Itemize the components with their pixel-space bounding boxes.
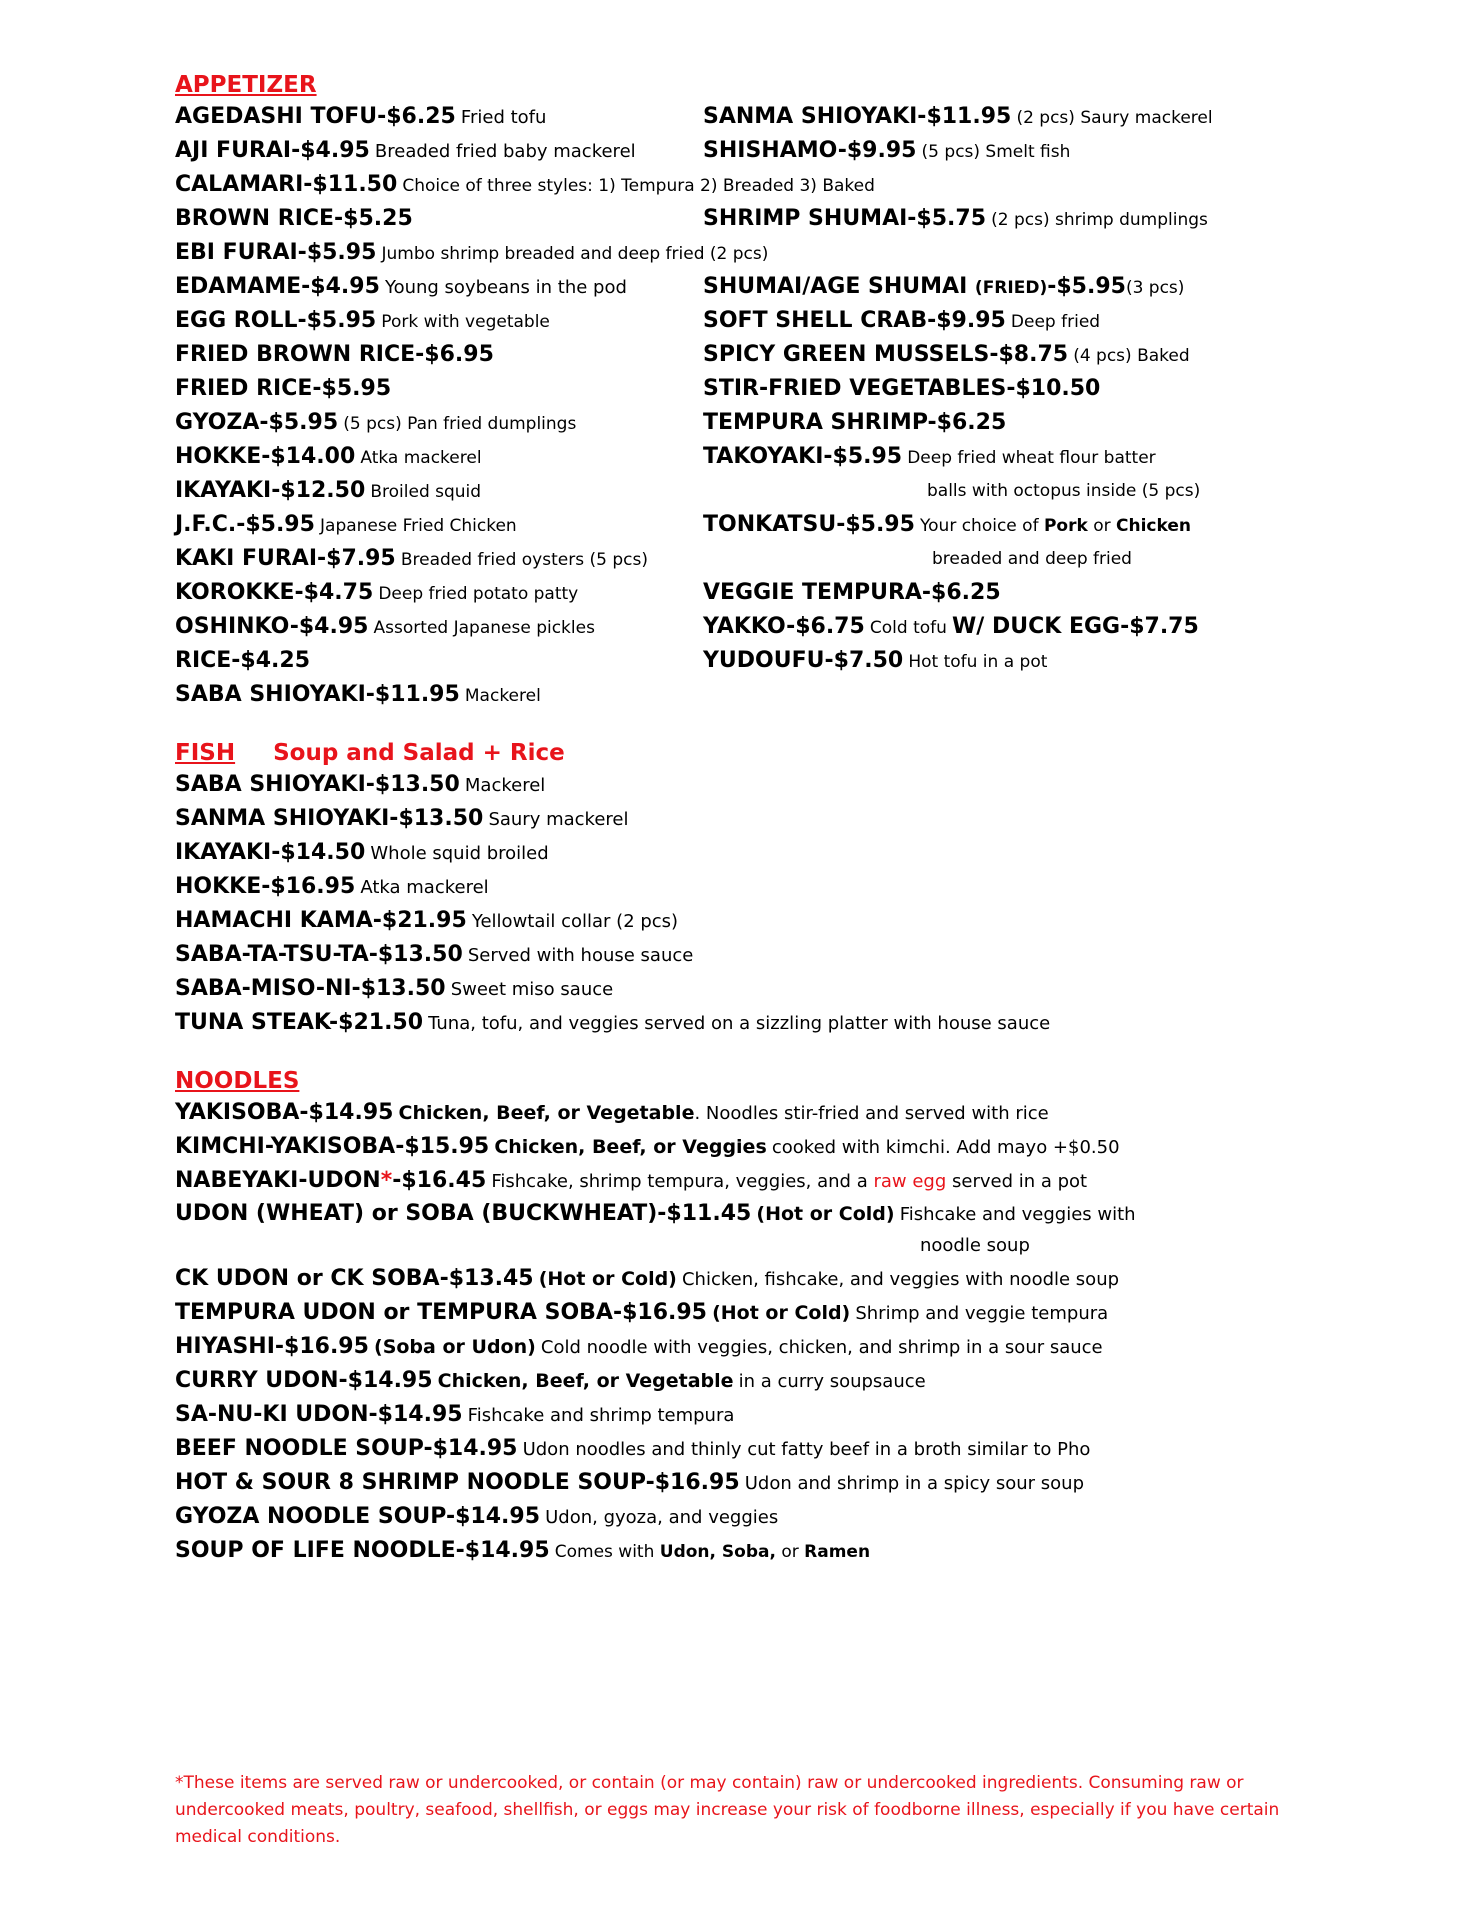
item-name: AGEDASHI TOFU-$6.25: [175, 104, 456, 129]
item-name: J.F.C.-$5.95: [175, 512, 315, 537]
item-desc: Tuna, tofu, and veggies served on a sizzling platter with house sauce: [428, 1013, 1051, 1034]
list-item: [175, 508, 1325, 542]
item-desc: Choice of three styles: 1) Tempura 2) Breaded 3) Baked: [402, 176, 875, 196]
item-name: NABEYAKI-UDON: [175, 1168, 381, 1193]
item-desc: Hot tofu in a pot: [908, 652, 1048, 672]
list-item: [175, 610, 1325, 644]
list-item: [175, 168, 1325, 202]
list-item: [175, 1364, 1325, 1398]
list-item: [175, 904, 1325, 938]
item-name: HOKKE-$14.00: [175, 444, 356, 469]
raw-warning-asterisk: *: [380, 1168, 393, 1193]
item-desc-continued: balls with octopus inside (5 pcs): [927, 481, 1201, 501]
item-name-fried: (FRIED): [974, 278, 1048, 298]
item-name: SABA-TA-TSU-TA-$13.50: [175, 942, 463, 967]
item-desc: cooked with kimchi. Add mayo +$0.50: [771, 1137, 1120, 1158]
appetizer-heading: [175, 70, 1325, 100]
list-item: [175, 1198, 1325, 1230]
item-options: Chicken, Beef, or Vegetable: [398, 1102, 695, 1124]
item-name: SANMA SHIOYAKI-$11.95: [703, 104, 1012, 129]
item-desc: Shrimp and veggie tempura: [855, 1303, 1109, 1324]
item-desc: Saury mackerel: [488, 809, 629, 830]
list-item: [175, 1164, 1325, 1198]
list-item: [175, 576, 1325, 610]
item-name: TUNA STEAK-$21.50: [175, 1010, 424, 1035]
item-name: OSHINKO-$4.95: [175, 614, 369, 639]
item-name: CK UDON or CK SOBA-$13.45: [175, 1266, 534, 1291]
item-desc: . Noodles stir-fried and served with rice: [694, 1103, 1049, 1124]
item-name: TAKOYAKI-$5.95: [703, 444, 903, 469]
list-item: [175, 1130, 1325, 1164]
item-name: YUDOUFU-$7.50: [703, 648, 904, 673]
item-name: FRIED BROWN RICE-$6.95: [175, 342, 494, 367]
item-desc: Whole squid broiled: [370, 843, 549, 864]
item-desc: (4 pcs) Baked: [1073, 346, 1190, 366]
item-desc: Broiled squid: [370, 482, 482, 502]
item-name: TEMPURA UDON or TEMPURA SOBA-$16.95: [175, 1300, 707, 1325]
fish-heading: [175, 738, 1325, 768]
item-name: SOFT SHELL CRAB-$9.95: [703, 308, 1006, 333]
list-item: [175, 440, 1325, 474]
list-item: [175, 972, 1325, 1006]
item-name: STIR-FRIED VEGETABLES-$10.50: [703, 376, 1101, 401]
item-options: (Soba or Udon): [374, 1336, 536, 1358]
noodles-title: NOODLES: [175, 1068, 300, 1094]
item-name: YAKISOBA-$14.95: [175, 1100, 394, 1125]
list-item: [175, 1262, 1325, 1296]
item-desc: (3 pcs): [1125, 278, 1185, 298]
item-desc: served in a pot: [946, 1171, 1088, 1192]
item-name: SABA SHIOYAKI-$11.95: [175, 682, 460, 707]
item-desc: Udon and shrimp in a spicy sour soup: [744, 1473, 1085, 1494]
item-desc: Fishcake and shrimp tempura: [467, 1405, 735, 1426]
item-name: HAMACHI KAMA-$21.95: [175, 908, 467, 933]
fish-title: FISH: [175, 740, 236, 766]
list-item: [175, 1466, 1325, 1500]
list-item: [175, 474, 1325, 508]
item-desc: Fishcake and veggies with: [899, 1204, 1136, 1225]
list-item: [175, 1296, 1325, 1330]
item-name: SANMA SHIOYAKI-$13.50: [175, 806, 484, 831]
food-safety-disclaimer: *These items are served raw or undercooked, or contain (or may contain) raw or undercooked ingredients. Consuming raw or undercooked meats, poultry, seafood, shellfish, or eggs may increase your risk of foodborne illness, especially if you have certain medical conditions.: [175, 1773, 1280, 1847]
item-desc: Young soybeans in the pod: [384, 277, 627, 298]
item-name: CALAMARI-$11.50: [175, 172, 398, 197]
item-desc: Sweet miso sauce: [450, 979, 614, 1000]
item-name: IKAYAKI-$14.50: [175, 840, 366, 865]
item-name: EBI FURAI-$5.95: [175, 240, 377, 265]
item-desc: Deep fried: [1010, 312, 1101, 332]
item-desc: or: [1087, 516, 1116, 536]
item-options: (Hot or Cold): [538, 1268, 677, 1290]
list-item: [175, 802, 1325, 836]
list-item: [175, 1432, 1325, 1466]
appetizer-title: APPETIZER: [175, 72, 317, 98]
item-desc: Yellowtail collar (2 pcs): [471, 911, 679, 932]
list-item: [175, 1398, 1325, 1432]
item-desc: Japanese Fried Chicken: [320, 516, 517, 536]
list-item: [175, 1330, 1325, 1364]
item-desc: Fried tofu: [460, 107, 547, 128]
list-item: [175, 202, 1325, 236]
item-options: Chicken, Beef, or Vegetable: [437, 1370, 734, 1392]
item-name: SHRIMP SHUMAI-$5.75: [703, 206, 987, 231]
item-desc-chicken: Chicken: [1116, 516, 1191, 536]
list-item: [175, 1006, 1325, 1040]
item-name: BEEF NOODLE SOUP-$14.95: [175, 1436, 518, 1461]
item-name: IKAYAKI-$12.50: [175, 478, 366, 503]
item-desc: Atka mackerel: [360, 877, 489, 898]
menu-page: [175, 70, 1325, 1568]
item-desc: Udon, gyoza, and veggies: [545, 1507, 779, 1528]
item-desc-pork: Pork: [1043, 516, 1088, 536]
list-item: [175, 678, 1325, 712]
item-desc-continued: breaded and deep fried: [932, 549, 1132, 569]
item-name: GYOZA-$5.95: [175, 410, 339, 435]
item-desc: Cold tofu: [869, 618, 947, 638]
item-name: VEGGIE TEMPURA-$6.25: [703, 580, 1001, 605]
list-item: [175, 270, 1325, 304]
item-desc: Your choice of: [920, 516, 1044, 536]
item-options: Ramen: [804, 1542, 871, 1562]
item-desc: Fishcake, shrimp tempura, veggies, and a: [491, 1171, 874, 1192]
list-item: [175, 938, 1325, 972]
item-desc: Assorted Japanese pickles: [373, 618, 595, 638]
list-item: [175, 304, 1325, 338]
item-name: EGG ROLL-$5.95: [175, 308, 377, 333]
item-desc: Deep fried wheat flour batter: [907, 448, 1156, 468]
list-item: [175, 338, 1325, 372]
item-desc: (2 pcs) shrimp dumplings: [991, 210, 1208, 230]
list-item: [175, 836, 1325, 870]
item-name: EDAMAME-$4.95: [175, 274, 380, 299]
item-name: KAKI FURAI-$7.95: [175, 546, 396, 571]
list-item: [175, 100, 1325, 134]
item-desc: Comes with: [554, 1542, 660, 1562]
item-name: HOT & SOUR 8 SHRIMP NOODLE SOUP-$16.95: [175, 1470, 740, 1495]
item-desc: Cold noodle with veggies, chicken, and shrimp in a sour sauce: [540, 1337, 1103, 1358]
list-item: [175, 644, 1325, 678]
item-name: SPICY GREEN MUSSELS-$8.75: [703, 342, 1069, 367]
item-name: KIMCHI-YAKISOBA-$15.95: [175, 1134, 490, 1159]
list-item: [175, 542, 1325, 576]
item-name: SHISHAMO-$9.95: [703, 138, 917, 163]
item-desc: Pork with vegetable: [381, 312, 550, 332]
item-options: (Hot or Cold): [712, 1302, 851, 1324]
item-desc: (2 pcs) Saury mackerel: [1016, 108, 1213, 128]
item-name: HIYASHI-$16.95: [175, 1334, 369, 1359]
item-name: SABA SHIOYAKI-$13.50: [175, 772, 460, 797]
item-options: (Hot or Cold): [756, 1203, 895, 1225]
item-name: TEMPURA SHRIMP-$6.25: [703, 410, 1007, 435]
item-desc: or: [775, 1542, 805, 1562]
item-desc: Breaded fried oysters (5 pcs): [400, 550, 648, 570]
item-desc: Chicken, fishcake, and veggies with noodle soup: [681, 1269, 1120, 1290]
noodles-heading: [175, 1066, 1325, 1096]
item-name: SABA-MISO-NI-$13.50: [175, 976, 446, 1001]
fish-subtitle: Soup and Salad + Rice: [273, 740, 565, 766]
list-item: [175, 1096, 1325, 1130]
item-desc: Deep fried potato patty: [378, 584, 579, 604]
item-desc: in a curry soupsauce: [738, 1371, 926, 1392]
list-item-continued: [175, 1230, 1325, 1262]
item-name: FRIED RICE-$5.95: [175, 376, 392, 401]
item-desc: (5 pcs) Smelt fish: [921, 142, 1071, 162]
item-name: SOUP OF LIFE NOODLE-$14.95: [175, 1538, 550, 1563]
item-desc: Udon noodles and thinly cut fatty beef in a broth similar to Pho: [522, 1439, 1091, 1460]
list-item: [175, 1534, 1325, 1568]
list-item: [175, 236, 1325, 270]
item-desc: Served with house sauce: [467, 945, 694, 966]
item-price: -$16.45: [392, 1168, 487, 1193]
list-item: [175, 372, 1325, 406]
item-options: Udon, Soba,: [659, 1542, 776, 1562]
item-name: CURRY UDON-$14.95: [175, 1368, 433, 1393]
list-item: [175, 870, 1325, 904]
item-name: RICE-$4.25: [175, 648, 311, 673]
item-name: UDON (WHEAT) or SOBA (BUCKWHEAT)-$11.45: [175, 1201, 752, 1226]
item-name: YAKKO-$6.75: [703, 614, 865, 639]
item-name: TONKATSU-$5.95: [703, 512, 915, 537]
item-name: BROWN RICE-$5.25: [175, 206, 413, 231]
item-name: SA-NU-KI UDON-$14.95: [175, 1402, 463, 1427]
raw-egg-note: raw egg: [873, 1171, 947, 1192]
item-desc: Mackerel: [464, 775, 546, 796]
list-item: [175, 406, 1325, 440]
item-name: AJI FURAI-$4.95: [175, 138, 370, 163]
list-item: [175, 1500, 1325, 1534]
item-name: SHUMAI/AGE SHUMAI: [703, 274, 975, 299]
item-addon: W/ DUCK EGG-$7.75: [952, 614, 1199, 639]
item-name: GYOZA NOODLE SOUP-$14.95: [175, 1504, 541, 1529]
item-desc: Atka mackerel: [360, 448, 482, 468]
list-item: [175, 134, 1325, 168]
item-price: -$5.95: [1047, 274, 1126, 299]
item-options: Chicken, Beef, or Veggies: [494, 1136, 767, 1158]
item-desc-continued: noodle soup: [920, 1235, 1030, 1256]
item-desc: (5 pcs) Pan fried dumplings: [343, 414, 577, 434]
list-item: [175, 768, 1325, 802]
item-desc: Jumbo shrimp breaded and deep fried (2 pcs): [381, 244, 769, 264]
item-desc: Breaded fried baby mackerel: [374, 141, 636, 162]
item-name: KOROKKE-$4.75: [175, 580, 374, 605]
item-name: HOKKE-$16.95: [175, 874, 356, 899]
item-desc: Mackerel: [464, 686, 541, 706]
